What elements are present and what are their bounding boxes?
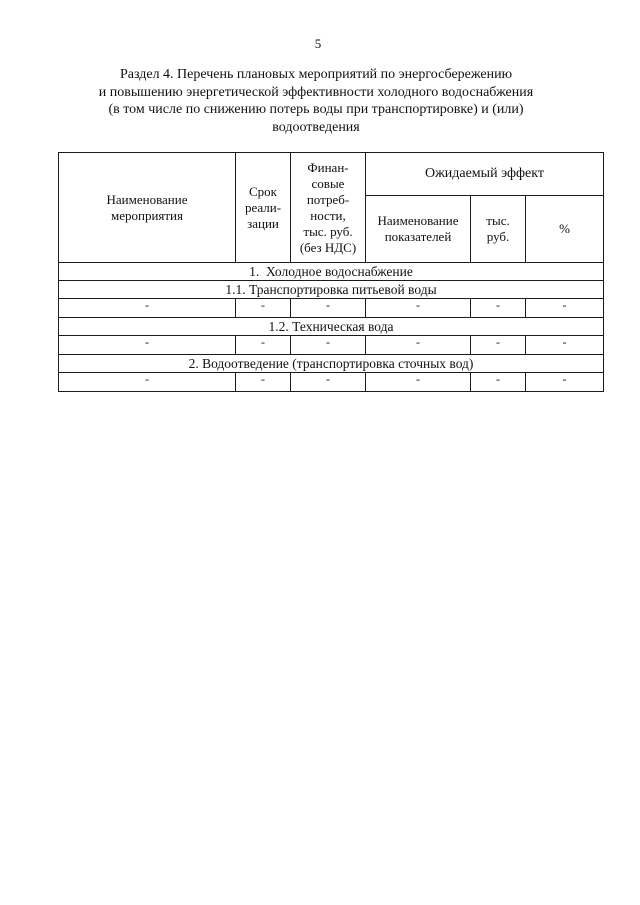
table-row [59,373,604,392]
cell-term: - [236,336,291,355]
section-title-cold-water: 1. Холодное водоснабжение [59,263,604,281]
table-row [59,299,604,318]
heading-line: Раздел 4. Перечень плановых мероприятий по энергосбережению [119,67,513,82]
section-title-technical-water: 1.2. Техническая вода [59,318,604,336]
cell-financing: - [291,336,366,355]
cell-thousand-rub: - [471,373,526,392]
cell-percent: - [526,299,604,318]
cell-percent: - [526,336,604,355]
page-number: 5 [314,36,322,51]
cell-measure-name: - [59,373,236,392]
cell-measure-name: - [59,336,236,355]
heading-line: и повышению энергетической эффективности холодного водоснабжения [98,84,534,100]
cell-measure-name: - [59,299,236,318]
cell-indicator-name: - [366,373,471,392]
heading-line: водоотведения [272,119,360,135]
section-row [59,318,604,336]
cell-thousand-rub: - [471,336,526,355]
section-heading [36,66,596,136]
cell-term: - [236,299,291,318]
header-expected-effect: Ожидаемый эффект [366,153,604,196]
table-header-row [59,153,604,196]
cell-percent: - [526,373,604,392]
header-financing: Финан- совые потреб- ности, тыс. руб. (без НДС) [291,153,366,263]
heading-line: (в том числе по снижению потерь воды при транспортировке) и (или) [108,102,524,117]
header-thousand-rub: тыс. руб. [471,196,526,263]
cell-term: - [236,373,291,392]
cell-indicator-name: - [366,336,471,355]
header-term: Срок реали- зации [236,153,291,263]
section-row [59,355,604,373]
cell-indicator-name: - [366,299,471,318]
header-measure-name: Наименование мероприятия [59,153,236,263]
cell-financing: - [291,373,366,392]
section-row [59,281,604,299]
section-row [59,263,604,281]
cell-thousand-rub: - [471,299,526,318]
cell-financing: - [291,299,366,318]
header-indicator-name: Наименование показателей [366,196,471,263]
measures-table [58,152,604,392]
section-title-drinking-water: 1.1. Транспортировка питьевой воды [59,281,604,299]
header-percent: % [526,196,604,263]
section-title-wastewater: 2. Водоотведение (транспортировка сточных вод) [59,355,604,373]
table-row [59,336,604,355]
